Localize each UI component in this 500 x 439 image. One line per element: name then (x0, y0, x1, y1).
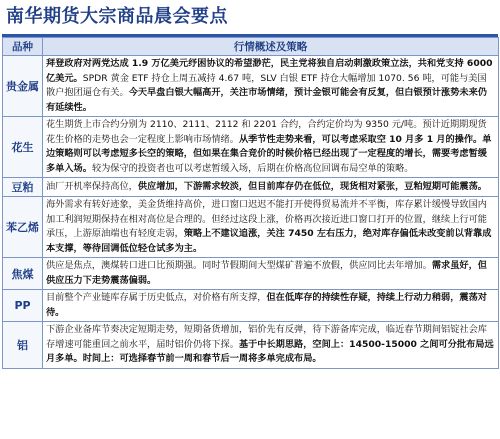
analysis-highlight: 今天早盘白银大幅高开，关注市场情绪，预计金银可能会有反复，但白银预计涨势未来仍有延续性。 (46, 87, 487, 113)
analysis-text: 海外需求有转好迹象，美金货维持高价，进口窗口迟迟不能打开使得贸易流并不平衡，库存累计缓慢导致国内加工利润短期保持在相对高位是合理的。但经过这段上涨，价格再次接近进口窗口打开的位置，继续上行可能承压，上游原油端也有轻度走弱， (46, 199, 487, 239)
table-row (3, 117, 499, 178)
commodity-table (2, 37, 499, 369)
analysis-highlight: 基于中长期思路，空间上：14500-15000 之间可分批布局远月多单。时间上：可选择春节前一周和春节后一周将多单完成布局。 (46, 338, 494, 364)
row-category: 铝 (3, 322, 43, 369)
row-analysis (43, 258, 499, 290)
row-category: 焦煤 (3, 258, 43, 290)
analysis-text: 较为保守的投资者也可以考虑暂缓入场，后期在价格高位回调布局空单的策略。 (91, 162, 414, 174)
analysis-highlight: 需求虽好，但供应压力下走势震荡偏弱。 (46, 260, 487, 286)
table-row (3, 290, 499, 322)
row-category: 花生 (3, 117, 43, 178)
row-analysis (43, 322, 499, 369)
table-row (3, 56, 499, 117)
row-analysis (43, 56, 499, 117)
row-analysis (43, 178, 499, 197)
analysis-highlight: 但在低库存的持续性存疑，持续上行动力稍弱，震荡对待。 (46, 292, 487, 318)
analysis-text: 目前整个产业链库存属于历史低点，对价格有所支撑， (46, 292, 267, 303)
analysis-highlight: 供应增加，下游需求较淡，但目前库存仍在低位，现货相对紧张，豆粕短期可能震荡。 (137, 180, 487, 192)
row-analysis (43, 117, 499, 178)
header-analysis: 行情概述及策略 (43, 38, 499, 56)
page-title: 南华期货大宗商品晨会要点 (6, 6, 228, 27)
header-category: 品种 (3, 38, 43, 56)
row-category: 豆粕 (3, 178, 43, 197)
table-row (3, 258, 499, 290)
table-row (3, 322, 499, 369)
row-category: PP (3, 290, 43, 322)
analysis-text: 油厂开机率保持高位， (46, 180, 138, 192)
analysis-highlight: 拜登政府对两党达成 1.9 万亿美元纾困协议的希望渺茫，民主党将独自启动刺激政策立法，共和党支持 6000 亿美元。 (46, 58, 493, 84)
row-analysis (43, 197, 499, 258)
row-category: 苯乙烯 (3, 197, 43, 258)
table-row (3, 197, 499, 258)
row-category: 贵金属 (3, 56, 43, 117)
table-header-row (3, 38, 499, 56)
analysis-highlight: 策略上不建议追涨，关注 7450 左右压力，绝对库存偏低未改变前以背靠成本支撑，等待回调低位轻仓试多为主。 (46, 228, 492, 254)
analysis-text: 下游企业备库节奏决定短期走势，短期备货增加，铝价先有反弹，待下游备库完成，临近春节期间铝锭社会库存增速可能重回之前水平，届时铝价仍将下探。 (46, 324, 487, 350)
analysis-text: SPDR 黄金 ETF 持仓上周五减持 4.67 吨，SLV 白银 ETF 持仓大幅增加 1070. 56 吨，可能与美国散户抱团逼仓有关。 (46, 72, 487, 98)
analysis-text: 供应是焦点，澳煤转口进口比预期强。同时节假期间大型煤矿普遍不放假，供应同比去年增加。 (46, 260, 432, 271)
analysis-text: 花生期货上市合约分别为 2110、2111、2112 和 2201 合约，合约定价均为 9350 元/吨。预计近期期现货花生价格的走势也会一定程度上影响市场情绪。 (46, 119, 487, 145)
analysis-highlight: 从季节性走势来看，可以考虑采取空 10 月多 1 月的操作。单边策略则可以考虑短多长空的策略，但如果在集合竞价的时候价格已经出现了一定程度的增长，需要考虑暂缓多单入场。 (46, 133, 492, 174)
table-row (3, 178, 499, 197)
row-analysis (43, 290, 499, 322)
